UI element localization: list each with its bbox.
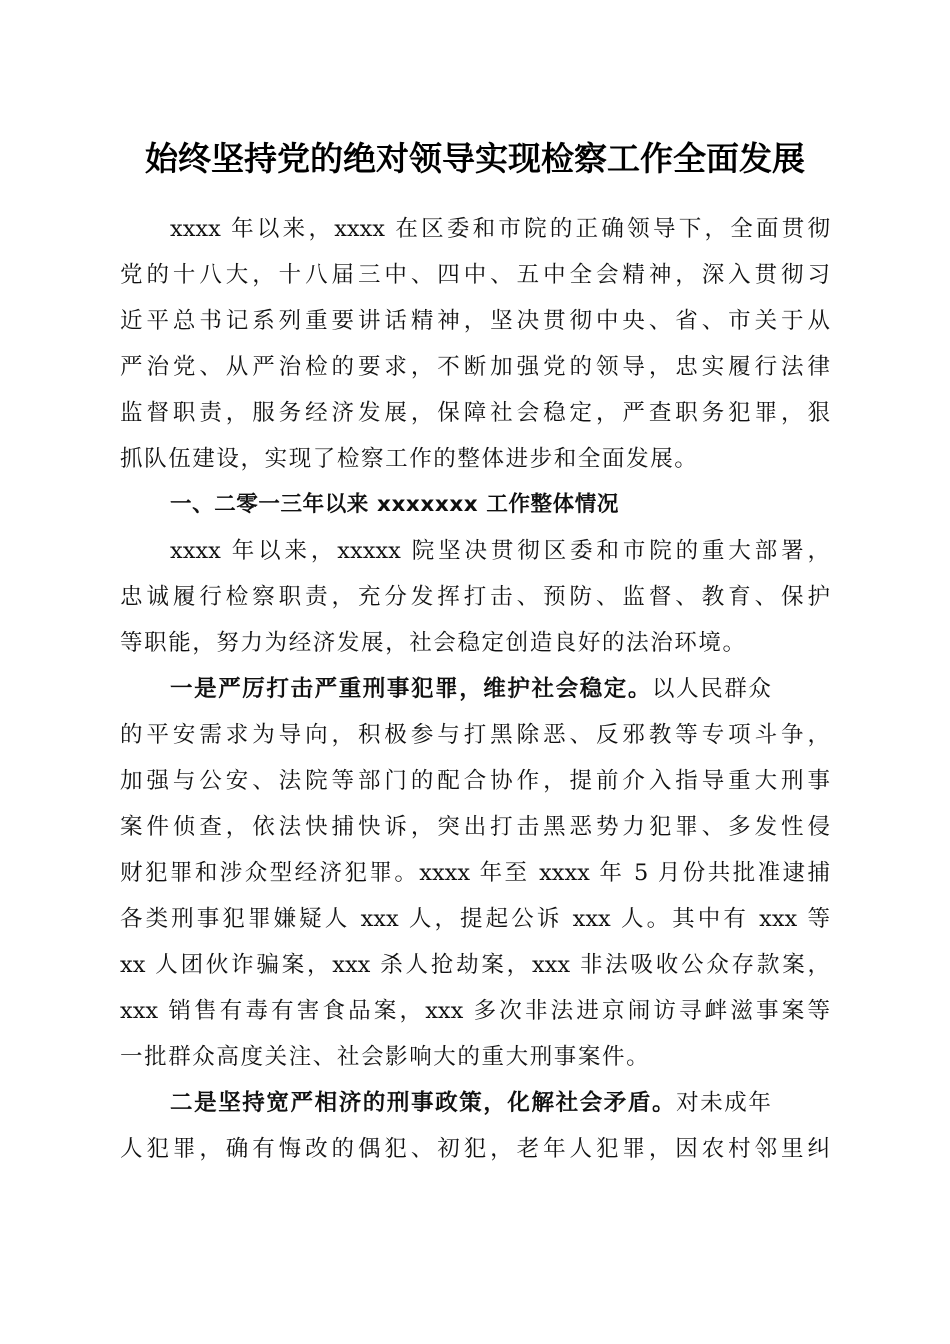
paragraph-line: 严治党、从严治检的要求，不断加强党的领导，忠实履行法律	[120, 354, 830, 380]
paragraph-line: 案件侦查，依法快捕快诉，突出打击黑恶势力犯罪、多发性侵	[120, 814, 830, 840]
section-heading: 一、二零一三年以来 xxxxxxx 工作整体情况	[170, 492, 619, 517]
point1-paragraph	[120, 666, 830, 1080]
paragraph-line: xxxx 年以来，xxxxx 院坚决贯彻区委和市院的重大部署，	[170, 538, 830, 564]
paragraph-line: 抓队伍建设，实现了检察工作的整体进步和全面发展。	[120, 446, 699, 472]
paragraph-line: 等职能，努力为经济发展，社会稳定创造良好的法治环境。	[120, 630, 747, 656]
point1-lead: 一是严厉打击严重刑事犯罪，维护社会稳定。	[170, 676, 653, 702]
paragraph-line: 近平总书记系列重要讲话精神，坚决贯彻中央、省、市关于从	[120, 308, 830, 334]
point2-lead: 二是坚持宽严相济的刑事政策，化解社会矛盾。	[170, 1090, 677, 1116]
paragraph-line: xx 人团伙诈骗案，xxx 杀人抢劫案，xxx 非法吸收公众存款案，	[120, 952, 830, 978]
paragraph-line	[120, 1080, 830, 1126]
paragraph-line: 加强与公安、法院等部门的配合协作，提前介入指导重大刑事	[120, 768, 830, 794]
paragraph-line: 忠诚履行检察职责，充分发挥打击、预防、监督、教育、保护	[120, 584, 830, 610]
paragraph-line: 一批群众高度关注、社会影响大的重大刑事案件。	[120, 1044, 651, 1070]
paragraph-line: 财犯罪和涉众型经济犯罪。xxxx 年至 xxxx 年 5 月份共批准逮捕	[120, 860, 830, 886]
paragraph-line: 各类刑事犯罪嫌疑人 xxx 人，提起公诉 xxx 人。其中有 xxx 等	[120, 906, 830, 932]
paragraph-line: 的平安需求为导向，积极参与打黑除恶、反邪教等专项斗争，	[120, 722, 830, 748]
paragraph-line: xxxx 年以来，xxxx 在区委和市院的正确领导下，全面贯彻	[170, 216, 830, 242]
paragraph-line: 党的十八大，十八届三中、四中、五中全会精神，深入贯彻习	[120, 262, 830, 288]
paragraph-line	[120, 666, 830, 712]
paragraph-line: xxx 销售有毒有害食品案，xxx 多次非法进京闹访寻衅滋事案等	[120, 998, 830, 1024]
point2-paragraph	[120, 1080, 830, 1172]
document-body	[120, 206, 830, 1172]
section1-paragraph	[120, 528, 830, 666]
paragraph-line: 监督职责，服务经济发展，保障社会稳定，严查职务犯罪，狠	[120, 400, 830, 426]
paragraph-line: 人犯罪，确有悔改的偶犯、初犯，老年人犯罪，因农村邻里纠	[120, 1136, 830, 1162]
document-title: 始终坚持党的绝对领导实现检察工作全面发展	[145, 139, 805, 178]
intro-paragraph	[120, 206, 830, 482]
point2-first-rest: 对未成年	[676, 1090, 773, 1116]
point1-first-rest: 以人民群众	[652, 676, 773, 702]
